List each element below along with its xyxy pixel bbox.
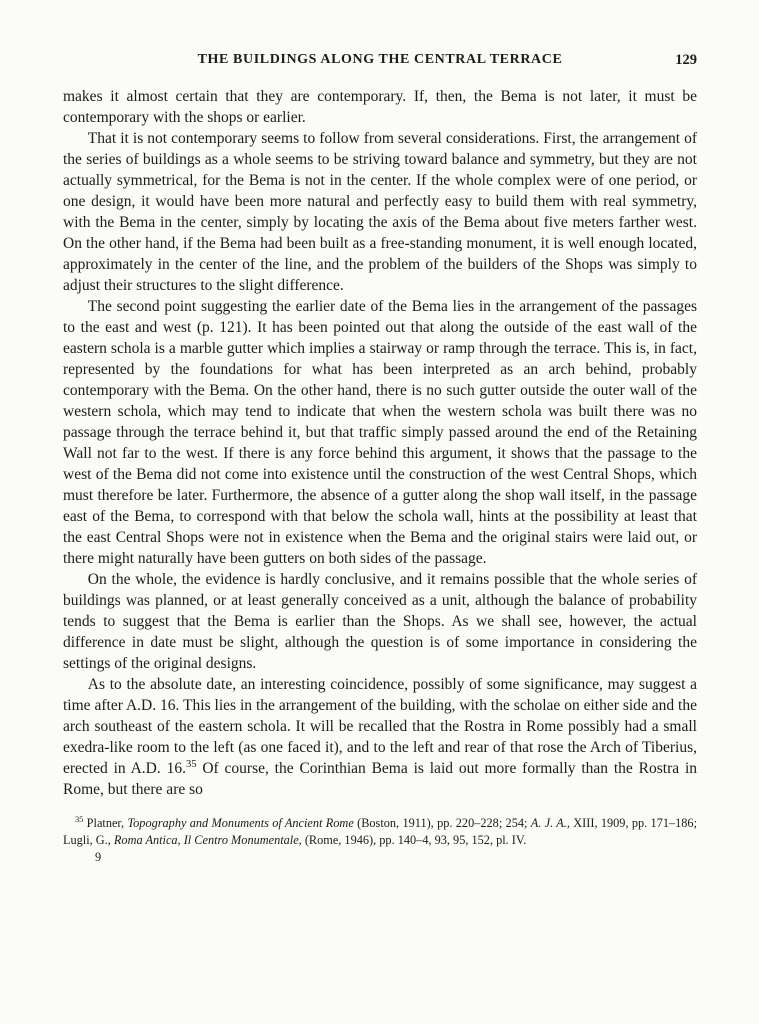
footnote-number: 35 (75, 814, 84, 824)
body-text (63, 86, 697, 800)
paragraph-3: The second point suggesting the earlier date of the Bema lies in the arrangement of the passages to the east and west (p. 121). It has been pointed out that along the outside of the east wall of the eastern schola is a marble gutter which implies a stairway or ramp through the terrace. This is, in fact, represented by the foundations for what has been interpreted as an arch behind, probably contemporary with the Bema. On the other hand, there is no such gutter outside the outer wall of the western schola, which may tend to indicate that when the western schola was built there was no passage through the terrace behind it, but that traffic simply passed around the end of the Retaining Wall not far to the west. If there is any force behind this argument, it shows that the passage to the west of the Bema did not come into existence until the construction of the west Central Shops, which must therefore be later. Furthermore, the absence of a gutter along the shop wall itself, in the passage east of the Bema, to correspond with that below the schola wall, hints at the possibility at least that the east Central Shops were not in existence when the Bema and the original stairs were laid out, or there might naturally have been gutters on both sides of the passage. (63, 298, 697, 567)
footnote-italic-title-2: A. J. A. (530, 816, 567, 830)
footnote-italic-title-3: Roma Antica, Il Centro Monumentale (113, 832, 299, 847)
footnote-text-3: , XIII, 1909, pp. 171–186; Lugli, G., (63, 816, 697, 847)
paragraph-5 (63, 674, 697, 800)
signature-mark: 9 (95, 850, 102, 864)
header-title: THE BUILDINGS ALONG THE CENTRAL TERRACE (197, 52, 563, 67)
paragraph-4: On the whole, the evidence is hardly conclusive, and it remains possible that the whole series of buildings was planned, or at least generally conceived as a unit, although the balance of probability tends to suggest that the Bema is earlier than the Shops. As we shall see, however, the actual difference in date must be slight, although the question is of some importance in considering the settings of the original designs. (63, 571, 697, 672)
footnote-text-4: , (Rome, 1946), pp. 140–4, 93, 95, 152, pl. IV. (298, 832, 527, 847)
running-header (63, 52, 697, 72)
footnote-italic-title-1: Topography and Monuments of Ancient Rome (127, 816, 354, 830)
paragraph-5-text: As to the absolute date, an interesting coincidence, possibly of some significance, may suggest a time after A.D. 16. This lies in the arrangement of the building, with the scholae on either side and the arch southeast of the eastern schola. It will be recalled that the Rostra in Rome possibly had a small exedra-like room to the left (as one faced it), and to the left and rear of that rose the Arch of Tiberius, erected in A.D. 16. (63, 676, 697, 777)
paragraph-5-continuation: Of course, the Corinthian Bema is laid out more formally than the Rostra in Rome, but there are so (63, 760, 698, 798)
paragraph-1: makes it almost certain that they are contemporary. If, then, the Bema is not later, it must be contemporary with the shops or earlier. (63, 88, 697, 126)
footnote (63, 815, 697, 848)
footnote-reference-marker: 35 (185, 758, 197, 770)
footnote-text-1: Platner, (83, 816, 128, 830)
page-number: 129 (675, 52, 697, 68)
footnote-text-2: (Boston, 1911), pp. 220–228; 254; (353, 816, 531, 830)
paragraph-2: That it is not contemporary seems to follow from several considerations. First, the arrangement of the series of buildings as a whole seems to be striving toward balance and symmetry, but they are not actually symmetrical, for the Bema is not in the center. If the whole complex were of one period, or one design, it would have been more natural and perfectly easy to build them with real symmetry, with the Bema in the center, simply by locating the axis of the Bema about five meters farther west. On the other hand, if the Bema had been built as a free-standing monument, it is well enough located, approximately in the center of the line, and the problem of the builders of the Shops was simply to adjust their structures to the slight difference. (63, 130, 697, 294)
